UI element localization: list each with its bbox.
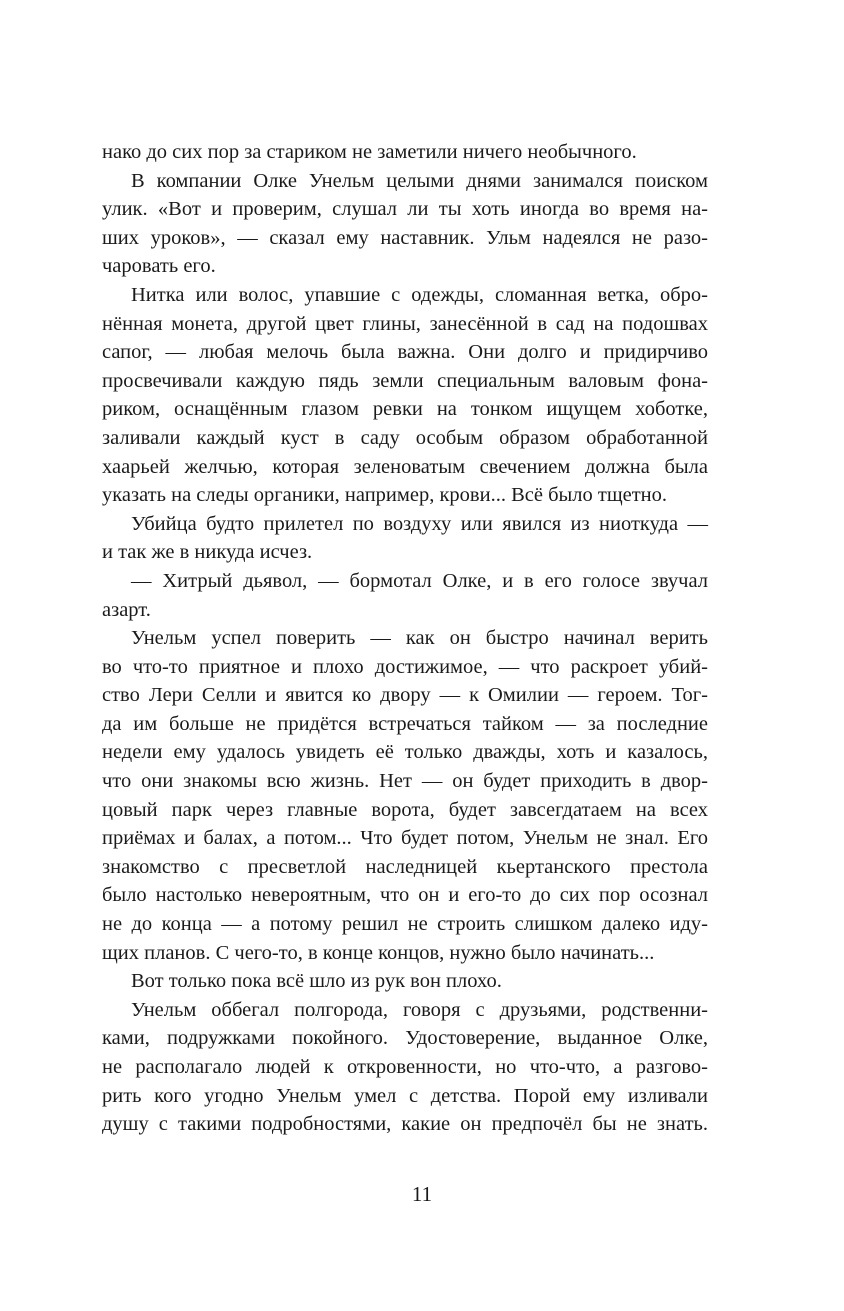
text-line: чаровать его. xyxy=(102,255,216,278)
text-line: хаарьей желчью, которая зеленоватым свечением должна была xyxy=(102,455,708,478)
text-line: заливали каждый куст в саду особым образом обработанной xyxy=(102,426,708,449)
text-line: указать на следы органики, например, крови... Всё было тщетно. xyxy=(102,484,668,507)
text-line: душу с такими подробностями, какие он предпочёл бы не знать. xyxy=(102,1113,708,1136)
text-line: Нитка или волос, упавшие с одежды, сломанная ветка, обро- xyxy=(131,283,708,306)
text-line: приёмах и балах, а потом... Что будет потом, Унельм не знал. Его xyxy=(102,827,708,850)
text-line: недели ему удалось увидеть её только дважды, хоть и казалось, xyxy=(102,741,708,764)
text-line: не до конца — а потому решил не строить слишком далеко иду- xyxy=(102,913,708,936)
text-line: было настолько невероятным, что он и его-то до сих пор осознал xyxy=(102,884,708,907)
text-line: не располагало людей к откровенности, но что-что, а разгово- xyxy=(102,1056,708,1078)
text-line: знакомство с пресветлой наследницей кьертанского престола xyxy=(102,855,708,878)
text-line: азарт. xyxy=(102,598,151,621)
text-line: что они знакомы всю жизнь. Нет — он будет приходить в двор- xyxy=(102,770,708,793)
text-line: ших уроков», — сказал ему наставник. Ульм надеялся не разо- xyxy=(102,226,708,249)
text-line: и так же в никуда исчез. xyxy=(102,541,313,564)
text-line: — Хитрый дьявол, — бормотал Олке, и в его голосе звучал xyxy=(131,569,708,592)
text-line: цовый парк через главные ворота, будет завсегдатаем на всех xyxy=(102,798,708,821)
text-line: да им больше не придётся встречаться тайком — за последние xyxy=(102,712,708,735)
text-line: во что-то приятное и плохо достижимое, — что раскроет убий- xyxy=(102,655,708,678)
text-line: Унельм оббегал полгорода, говоря с друзьями, родственни- xyxy=(131,998,708,1021)
text-line: щих планов. С чего-то, в конце концов, нужно было начинать... xyxy=(102,941,655,964)
text-line: нённая монета, другой цвет глины, занесённой в сад на подошвах xyxy=(102,312,708,335)
text-line: ками, подружками покойного. Удостоверение, выданное Олке, xyxy=(102,1027,708,1050)
text-line: Унельм успел поверить — как он быстро начинал верить xyxy=(131,627,708,650)
text-line: риком, оснащённым глазом ревки на тонком ищущем хоботке, xyxy=(102,398,708,421)
text-line: сапог, — любая мелочь была важна. Они долго и придирчиво xyxy=(102,341,708,364)
text-line: просвечивали каждую пядь земли специальным валовым фона- xyxy=(102,369,708,392)
text-line: рить кого угодно Унельм умел с детства. Порой ему изливали xyxy=(102,1084,708,1107)
text-line: улик. «Вот и проверим, слушал ли ты хоть иногда во время на- xyxy=(102,198,708,221)
text-line: Вот только пока всё шло из рук вон плохо. xyxy=(131,970,502,993)
page-number: 11 xyxy=(411,1182,433,1206)
body-text xyxy=(102,138,708,1139)
text-line: Убийца будто прилетел по воздуху или явился из ниоткуда — xyxy=(131,512,708,535)
text-line: В компании Олке Унельм целыми днями занимался поиском xyxy=(131,169,708,192)
text-line: ство Лери Селли и явится ко двору — к Омилии — героем. Тог- xyxy=(102,684,708,707)
text-line: нако до сих пор за стариком не заметили ничего необычного. xyxy=(102,141,637,163)
